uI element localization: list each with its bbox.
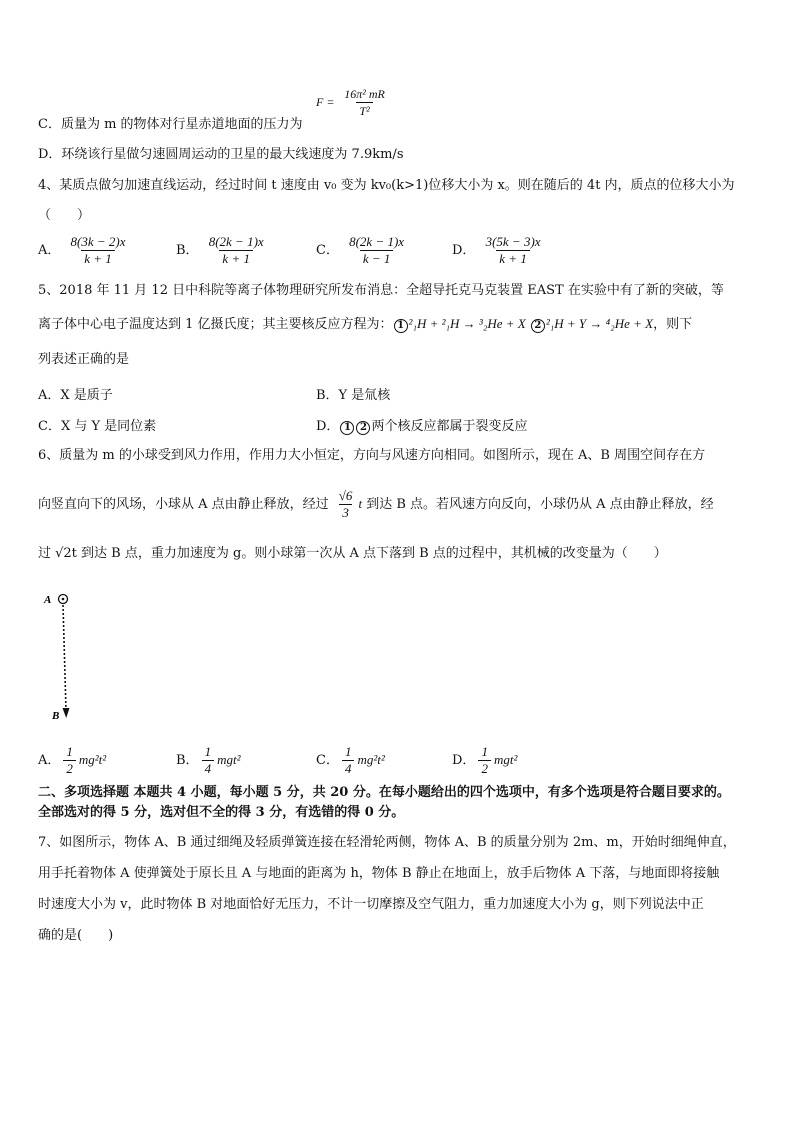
q6-option-a: A． $\frac{1}{2}$ mg²t² [38,744,107,776]
formula-denominator: T² [356,102,372,119]
q7-stem-line1: 7、如图所示，物体 A、B 通过细绳及轻质弹簧连接在轻滑轮两侧，物体 A、B 的质量分别为 2m、m，开始时细绳伸直， [38,835,736,850]
q4-option-c: C． $\frac{8(2k - 1)x}{k - 1}$ [316,234,405,266]
q4-option-b: B． $\frac{8(2k - 1)x}{k + 1}$ [176,234,264,266]
q4-option-d: D． $\frac{3(5k - 3)x}{k + 1}$ [452,234,541,266]
q6-stem-line1: 6、质量为 m 的小球受到风力作用，作用力大小恒定，方向与风速方向相同。如图所示，现在 A、B 周围空间存在方 [38,448,706,463]
time-fraction: $\frac{√6}{3}$ [338,488,353,520]
formula-fraction [341,86,388,119]
formula-pressure [316,86,391,119]
circle-number-1: 1 [394,319,408,333]
q4-option-a: A． $\frac{8(3k - 2)x}{k + 1}$ [38,234,126,266]
q5-stem-line1: 5、2018 年 11 月 12 日中科院等离子体物理研究所发布消息：全超导托克马克装置 EAST 在实验中有了新的突破，等 [38,283,724,298]
q3-option-c: C．质量为 m 的物体对行星赤道地面的压力为 [38,117,303,132]
q4-stem-line1: 4、某质点做匀加速直线运动，经过时间 t 速度由 v₀ 变为 kv₀(k>1)位移大小为 x。则在随后的 4t 内，质点的位移大小为 [38,178,735,193]
path-line [63,605,66,710]
q5-stem-line2: 离子体中心电子温度达到 1 亿摄氏度；其主要核反应方程为： 1 ²₁H + ²₁H → ³₂He + X 2 ²₁H + Y → ⁴₂He + X，则下 [38,316,693,332]
q6-option-b: B． $\frac{1}{4}$ mgt² [176,744,241,776]
q5-option-b: B．Y 是氚核 [316,388,391,403]
q4-stem-line2: （ ） [38,208,91,223]
q6-option-c: C． $\frac{1}{4}$ mg²t² [316,744,385,776]
q6-option-d: D． $\frac{1}{2}$ mgt² [452,744,518,776]
section-heading-line2: 全部选对的得 5 分，选对但不全的得 3 分，有选错的得 0 分。 [38,805,405,820]
q5-option-c: C．X 与 Y 是同位素 [38,419,157,434]
q3-option-d: D．环绕该行星做匀速圆周运动的卫星的最大线速度为 7.9km/s [38,147,404,162]
formula-lhs: F = [316,95,335,109]
q5-stem-line3: 列表述正确的是 [38,352,130,367]
formula-numerator: 16π² mR [344,87,385,101]
reaction-equation-1: ²₁H + ²₁H → ³₂He + X [408,316,526,331]
q7-stem-line3: 时速度大小为 v，此时物体 B 对地面恰好无压力，不计一切摩擦及空气阻力，重力加速度大小为 g，则下列说法中正 [38,897,704,912]
q5-option-d: D． 1 2 两个核反应都属于裂变反应 [316,419,528,434]
wind-field-figure [40,590,90,725]
q7-stem-line2: 用手托着物体 A 使弹簧处于原长且 A 与地面的距离为 h，物体 B 静止在地面上，放手后物体 A 下落，与地面即将接触 [38,866,720,881]
q7-stem-line4: 确的是( ) [38,928,114,943]
point-b-label: B [52,710,60,722]
q6-stem-line3: 过 √2t 到达 B 点，重力加速度为 g。则小球第一次从 A 点下落到 B 点的过程中，其机械的改变量为（ ） [38,546,667,561]
arrow-down-icon [63,708,70,718]
reaction-equation-2: ²₁H + Y → ⁴₂He + X [545,316,654,331]
circle-number-2: 2 [531,319,545,333]
q5-option-a: A．X 是质子 [38,388,113,403]
q6-stem-line2: 向竖直向下的风场，小球从 A 点由静止释放，经过 $\frac{√6}{3}$ t 到达 B 点。若风速方向反向，小球仍从 A 点由静止释放，经 [38,488,714,520]
section-heading-line1: 二、多项选择题 本题共 4 小题，每小题 5 分，共 20 分。在每小题给出的四个选项中，有多个选项是符合题目要求的。 [38,785,730,800]
point-a-label: A [44,594,52,606]
